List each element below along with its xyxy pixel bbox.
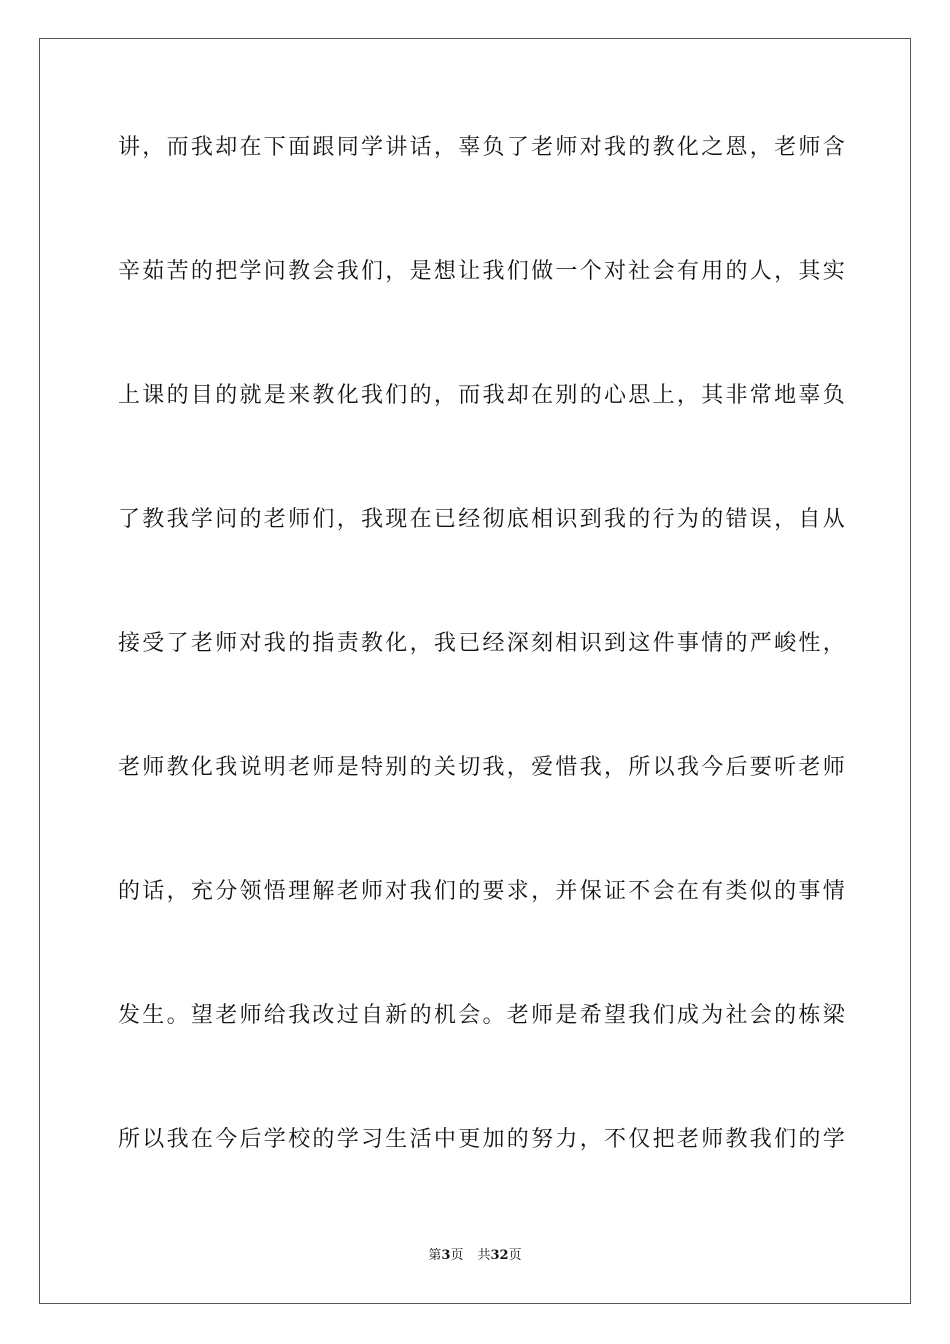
- text-line-7: 的话，充分领悟理解老师对我们的要求，并保证不会在有类似的事情: [118, 879, 848, 904]
- total-pages: 32: [490, 1248, 509, 1263]
- total-prefix: 共: [477, 1248, 491, 1263]
- text-line-1: 讲，而我却在下面跟同学讲话，辜负了老师对我的教化之恩，老师含: [118, 135, 848, 160]
- body-text: [118, 133, 848, 1249]
- text-line-2: 辛茹苦的把学问教会我们，是想让我们做一个对社会有用的人，其实: [118, 259, 848, 284]
- text-line-8: 发生。望老师给我改过自新的机会。老师是希望我们成为社会的栋梁: [118, 1003, 848, 1028]
- total-suffix: 页: [508, 1248, 522, 1263]
- text-line-9: 所以我在今后学校的学习生活中更加的努力，不仅把老师教我们的学: [118, 1127, 848, 1152]
- page-prefix: 第: [428, 1248, 442, 1263]
- page-number: 3: [441, 1248, 451, 1263]
- text-line-5: 接受了老师对我的指责教化，我已经深刻相识到这件事情的严峻性，: [118, 631, 848, 656]
- page-suffix: 页: [450, 1248, 464, 1263]
- page-footer: [0, 1247, 950, 1265]
- text-line-4: 了教我学问的老师们，我现在已经彻底相识到我的行为的错误，自从: [118, 507, 848, 532]
- text-line-6: 老师教化我说明老师是特别的关切我，爱惜我，所以我今后要听老师: [118, 755, 848, 780]
- text-line-3: 上课的目的就是来教化我们的，而我却在别的心思上，其非常地辜负: [118, 383, 848, 408]
